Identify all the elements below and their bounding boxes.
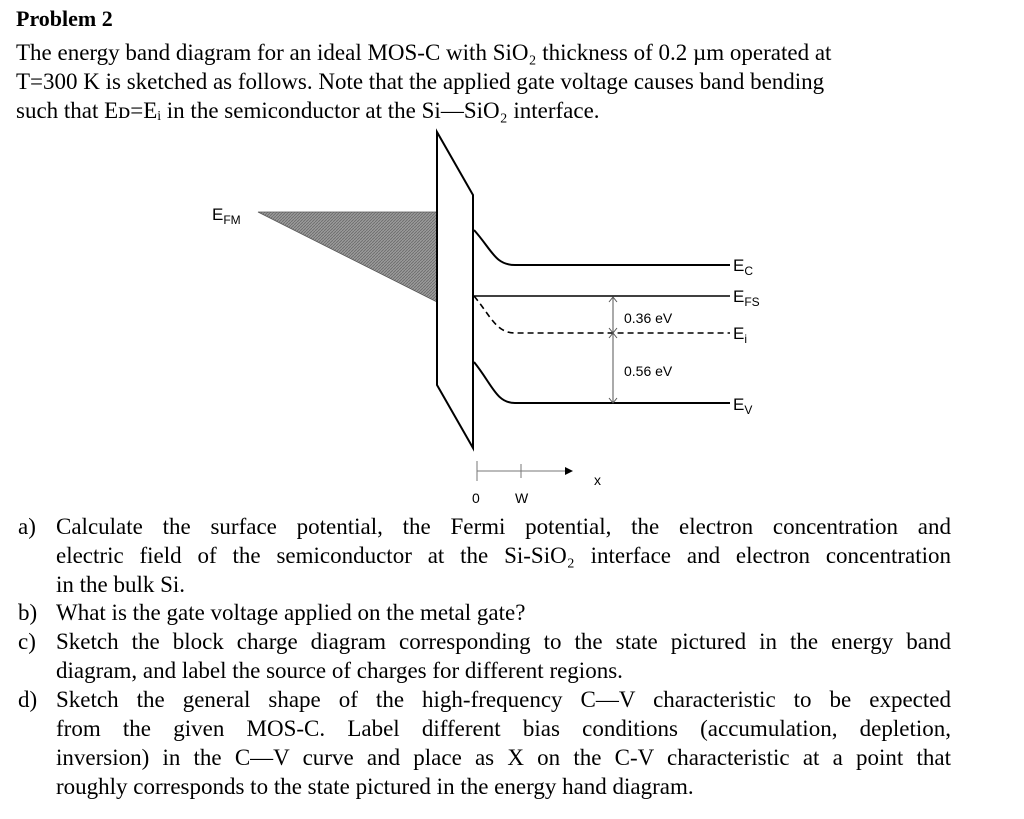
question-d-line-2: from the given MOS-C. Label different bias conditions (accumulation, depletion, — [56, 716, 951, 741]
label-ei: $E_i$ — [733, 324, 748, 346]
question-a-line-3: in the bulk Si. — [56, 572, 186, 597]
question-c-line-2: diagram, and label the source of charges for different regions. — [56, 658, 623, 683]
question-a-line-2: electric field of the semiconductor at the Si-SiO₂ interface and electron concentration — [56, 543, 951, 568]
intro-line-2: T=300 K is sketched as follows. Note that the applied gate voltage causes band bending — [16, 69, 825, 94]
valence-band-line — [474, 362, 730, 403]
question-c-letter: c) — [18, 629, 36, 654]
metal-fermi-wedge — [258, 212, 437, 302]
question-d-letter: d) — [18, 687, 38, 712]
question-d-line-4: roughly corresponds to the state pictured in the energy hand diagram. — [56, 774, 694, 799]
intro-line-1: The energy band diagram for an ideal MOS-C with SiO₂ thickness of 0.2 µm operated at — [16, 40, 832, 65]
gap-label-upper: 0.36 eV — [624, 310, 673, 326]
x-axis-zero-label: 0 — [472, 490, 480, 506]
label-efs: $E_{FS}$ — [733, 287, 760, 309]
intro-line-3: such that Eᴅ=Eᵢ in the semiconductor at the Si—SiO₂ interface. — [16, 98, 600, 123]
x-axis-w-label: W — [515, 490, 529, 506]
conduction-band-line — [474, 230, 730, 265]
label-ev: $E_V$ — [733, 395, 753, 417]
label-efm: $E_{FM}$ — [212, 205, 241, 227]
oxide-layer — [437, 132, 473, 448]
question-b-letter: b) — [18, 600, 38, 625]
question-c-line-1: Sketch the block charge diagram corresponding to the state pictured in the energy band — [56, 629, 951, 654]
question-b-line-1: What is the gate voltage applied on the metal gate? — [56, 600, 526, 625]
x-axis-label: x — [594, 472, 601, 488]
question-a-letter: a) — [18, 514, 36, 539]
intrinsic-level-line — [474, 296, 730, 333]
label-ec: $E_C$ — [733, 256, 754, 278]
problem-title: Problem 2 — [16, 6, 113, 31]
question-a-line-1: Calculate the surface potential, the Fermi potential, the electron concentration and — [56, 514, 951, 539]
question-d-line-3: inversion) in the C—V curve and place as X on the C-V characteristic at a point that — [56, 745, 951, 770]
question-d-line-1: Sketch the general shape of the high-frequency C—V characteristic to be expected — [56, 687, 951, 712]
gap-label-lower: 0.56 eV — [624, 363, 673, 379]
